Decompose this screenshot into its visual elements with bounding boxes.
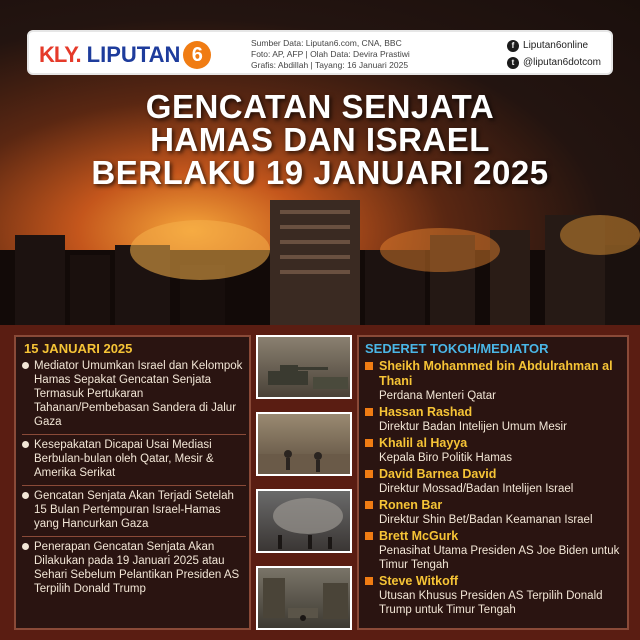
title-line-2: HAMAS DAN ISRAEL	[150, 121, 490, 158]
mediator-role: Perdana Menteri Qatar	[379, 390, 496, 402]
photo-strip	[256, 335, 352, 630]
mediator-role: Direktur Mossad/Badan Intelijen Israel	[379, 483, 574, 495]
list-item	[365, 498, 627, 527]
bullet-square-icon	[365, 362, 373, 370]
bullet-square-icon	[365, 501, 373, 509]
list-item	[365, 359, 627, 403]
page-title	[0, 90, 640, 189]
bullet-dot-icon	[22, 441, 29, 448]
mediator-name: Khalil al Hayya	[379, 436, 468, 450]
title-line-3: BERLAKU 19 JANUARI 2025	[91, 154, 549, 191]
mediators-list	[365, 359, 627, 619]
bullet-dot-icon	[22, 362, 29, 369]
bullet-square-icon	[365, 577, 373, 585]
logo-six-badge: 6	[183, 41, 211, 69]
mediator-role: Penasihat Utama Presiden AS Joe Biden untuk Timur Tengah	[379, 545, 620, 571]
facebook-handle: Liputan6online	[523, 40, 589, 51]
timeline-panel	[14, 335, 251, 630]
title-line-1: GENCATAN SENJATA	[145, 88, 495, 125]
list-item	[365, 467, 627, 496]
list-item	[365, 574, 627, 617]
credit-source: Sumber Data: Liputan6.com, CNA, BBC	[251, 38, 402, 48]
credits	[251, 38, 410, 71]
logo-name-text: LIPUTAN	[86, 42, 181, 67]
mediators-heading: SEDERET TOKOH/MEDIATOR	[365, 341, 549, 356]
photo-ruins	[256, 566, 352, 630]
header-card	[27, 30, 613, 75]
list-item	[22, 489, 246, 537]
twitter-handle: @liputan6dotcom	[523, 57, 601, 68]
list-item	[22, 540, 246, 601]
mediator-role: Kepala Biro Politik Hamas	[379, 452, 512, 464]
list-item	[22, 359, 246, 435]
bullet-dot-icon	[22, 492, 29, 499]
list-item-text: Gencatan Senjata Akan Terjadi Setelah 15 Bulan Pertempuran Israel-Hamas yang Hancurkan Gaza	[34, 490, 234, 530]
timeline-list	[22, 359, 246, 604]
mediator-role: Direktur Badan Intelijen Umum Mesir	[379, 421, 567, 433]
mediator-name: Steve Witkoff	[379, 574, 459, 588]
bullet-dot-icon	[22, 543, 29, 550]
social-facebook[interactable]	[507, 37, 601, 54]
mediator-name: Hassan Rashad	[379, 405, 473, 419]
timeline-heading: 15 JANUARI 2025	[24, 341, 133, 356]
bullet-square-icon	[365, 532, 373, 540]
mediator-role: Utusan Khusus Presiden AS Terpilih Donald Trump untuk Timur Tengah	[379, 590, 603, 616]
mediator-role: Direktur Shin Bet/Badan Keamanan Israel	[379, 514, 593, 526]
bullet-square-icon	[365, 470, 373, 478]
facebook-icon: f	[507, 40, 519, 52]
list-item	[365, 436, 627, 465]
mediator-name: David Barnea David	[379, 467, 497, 481]
social-twitter[interactable]	[507, 54, 601, 71]
list-item-text: Mediator Umumkan Israel dan Kelompok Hamas Sepakat Gencatan Senjata Termasuk Pertukaran Tahanan/Pembebasan Sandera di Jalur Gaza	[34, 360, 243, 428]
twitter-icon: t	[507, 57, 519, 69]
mediators-panel	[357, 335, 629, 630]
social-links	[507, 37, 601, 71]
mediator-name: Sheikh Mohammed bin Abdulrahman al Thani	[379, 359, 613, 388]
photo-rubble	[256, 412, 352, 476]
photo-tanks	[256, 335, 352, 399]
mediator-name: Ronen Bar	[379, 498, 443, 512]
list-item-text: Kesepakatan Dicapai Usai Mediasi Berbulan-bulan oleh Qatar, Mesir & Amerika Serikat	[34, 439, 214, 479]
list-item	[365, 405, 627, 434]
credit-photo: Foto: AP, AFP | Olah Data: Devira Prastiwi	[251, 49, 410, 59]
list-item-text: Penerapan Gencatan Senjata Akan Dilakukan pada 19 Januari 2025 atau Sehari Sebelum Pelantikan Presiden AS Terpilih Donald Trump	[34, 541, 240, 595]
bullet-square-icon	[365, 439, 373, 447]
list-item	[365, 529, 627, 572]
credit-graphic: Grafis: Abdillah | Tayang: 16 Januari 2025	[251, 60, 409, 70]
list-item	[22, 438, 246, 486]
kly-logo-text: KLY.	[39, 42, 81, 67]
photo-smoke	[256, 489, 352, 553]
content-band	[0, 325, 640, 640]
liputan6-logo[interactable]	[39, 40, 211, 70]
mediator-name: Brett McGurk	[379, 529, 459, 543]
bullet-square-icon	[365, 408, 373, 416]
